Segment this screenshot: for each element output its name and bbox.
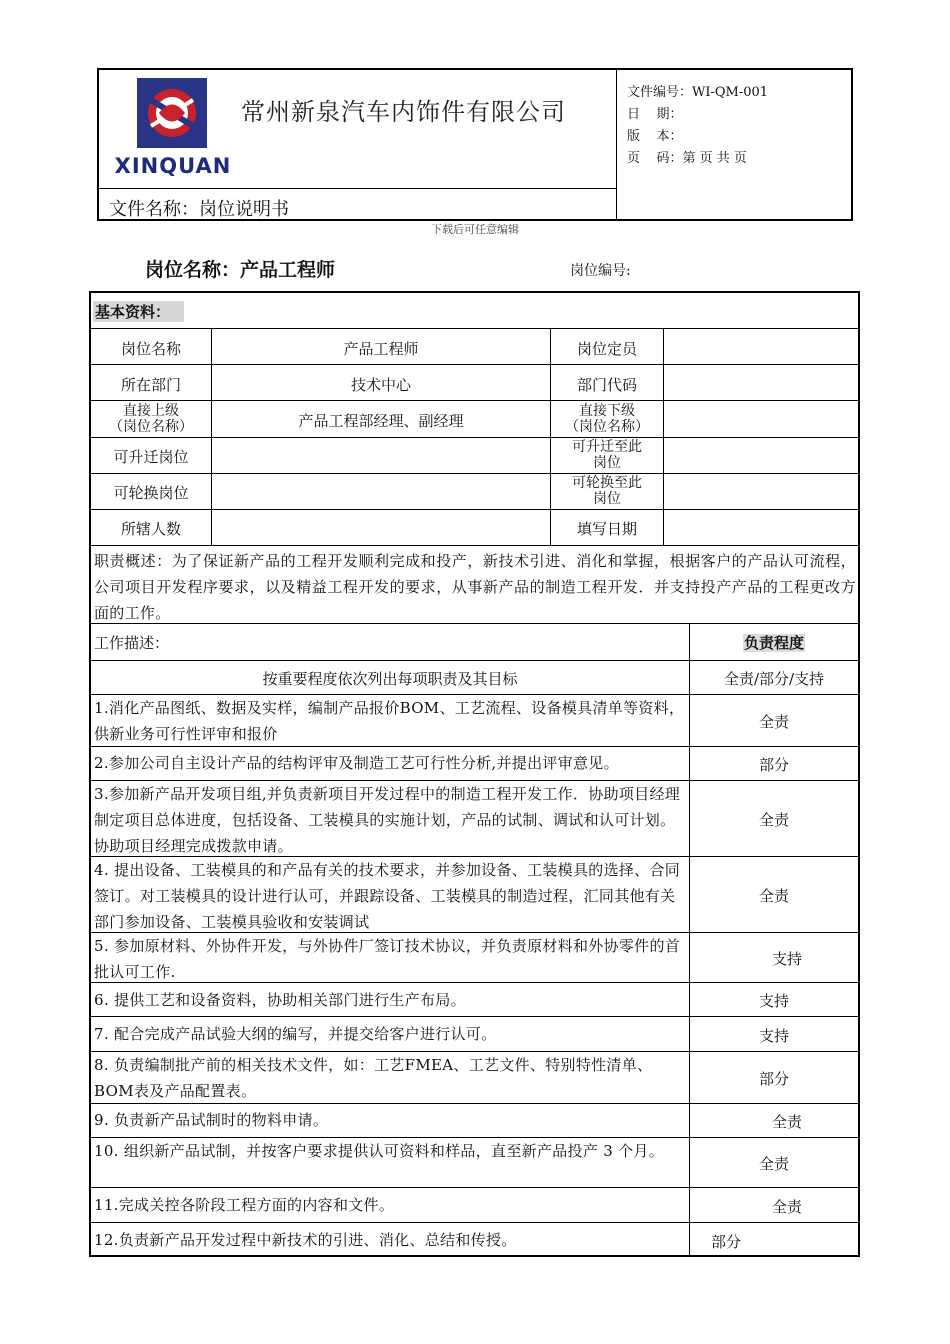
label-headcount: 岗位定员 xyxy=(576,340,637,358)
divider xyxy=(211,328,212,545)
value-department: 技术中心 xyxy=(350,376,411,394)
divider xyxy=(91,509,858,510)
work-item-6: 6. 提供工艺和设备资料，协助相关部门进行生产布局。 xyxy=(94,991,466,1009)
label-direct-subordinate: 直接下级 （岗位名称） xyxy=(565,403,649,435)
work-item-10-resp: 全责 xyxy=(758,1155,789,1173)
work-item-9-resp: 全责 xyxy=(771,1113,802,1131)
responsibility-subheader: 全责/部分/支持 xyxy=(723,670,825,688)
logo-wordmark: XINQUAN xyxy=(114,154,232,178)
divider xyxy=(91,1016,858,1017)
label-fill-date: 填写日期 xyxy=(576,520,637,538)
company-logo xyxy=(137,78,207,148)
divider xyxy=(91,473,858,474)
divider xyxy=(663,328,664,545)
divider xyxy=(91,437,858,438)
label-department: 所在部门 xyxy=(120,376,181,394)
value-post-name: 产品工程师 xyxy=(343,340,419,358)
work-item-1: 1.消化产品图纸、数据及实样，编制产品报价BOM、工艺流程、设备模具清单等资料，供新业务可行性评审和报价 xyxy=(94,699,685,743)
label-subordinate-count: 所辖人数 xyxy=(120,520,181,538)
divider xyxy=(91,1187,858,1188)
work-item-2-resp: 部分 xyxy=(758,756,789,774)
divider xyxy=(91,1222,858,1223)
work-item-12-resp: 部分 xyxy=(711,1233,742,1251)
work-item-5: 5. 参加原材料、外协件开发，与外协件厂签订技术协议，并负责原材料和外协零件的首批认可工作. xyxy=(94,937,681,981)
work-item-11: 11.完成关控各阶段工程方面的内容和文件。 xyxy=(94,1196,395,1214)
label-promotion-to: 可升迁岗位 xyxy=(113,448,189,466)
work-item-6-resp: 支持 xyxy=(758,992,789,1010)
work-item-5-resp: 支持 xyxy=(771,950,802,968)
work-item-10: 10. 组织新产品试制，并按客户要求提供认可资料和样品，直至新产品投产 3 个月。 xyxy=(94,1142,665,1160)
duty-summary: 职责概述：为了保证新产品的工程开发顺利完成和投产，新技术引进、消化和掌握，根据客户的产品认可流程，公司项目开发程序要求，以及精益工程开发的要求，从事新产品的制造工程开发．并支持投产产品的工程更改方面的工作。 xyxy=(94,552,856,622)
value-direct-superior: 产品工程部经理、副经理 xyxy=(298,412,464,430)
responsibility-header-text: 负责程度 xyxy=(743,634,804,652)
post-number-label: 岗位编号: xyxy=(570,263,631,279)
meta-doc-number: 文件编号：WI-QM-001 xyxy=(627,85,769,100)
divider xyxy=(550,328,551,545)
divider xyxy=(91,400,858,401)
meta-version: 版 本： xyxy=(627,129,683,144)
work-item-2: 2.参加公司自主设计产品的结构评审及制造工艺可行性分析,并提出评审意见。 xyxy=(94,754,619,772)
meta-date: 日 期： xyxy=(627,107,683,122)
job-description-table xyxy=(89,291,860,1257)
divider xyxy=(91,660,858,661)
doc-name-row xyxy=(99,188,617,223)
label-post-name: 岗位名称 xyxy=(120,340,181,358)
work-item-8: 8. 负责编制批产前的相关技术文件，如：工艺FMEA、工艺文件、特别特性清单、BOM表及产品配置表。 xyxy=(94,1056,653,1100)
work-item-7: 7. 配合完成产品试验大纲的编写，并提交给客户进行认可。 xyxy=(94,1025,497,1043)
work-item-4: 4. 提出设备、工装模具的和产品有关的技术要求，并参加设备、工装模具的选择、合同签订。对工装模具的设计进行认可，并跟踪设备、工装模具的制造过程，汇同其他有关部门参加设备、工装模具验收和安装调试 xyxy=(94,861,681,931)
label-rotation-to: 可轮换岗位 xyxy=(113,484,189,502)
responsibility-header xyxy=(690,632,858,653)
document-header xyxy=(97,68,853,221)
work-item-9: 9. 负责新产品试制时的物料申请。 xyxy=(94,1111,329,1129)
post-title: 岗位名称：产品工程师 xyxy=(145,259,336,281)
work-item-3: 3.参加新产品开发项目组,并负责新项目开发过程中的制造工程开发工作．协助项目经理制定项目总体进度，包括设备、工装模具的实施计划，产品的试制、调试和认可计划。协助项目经理完成拨款申请。 xyxy=(94,785,681,855)
doc-name: 文件名称：岗位说明书 xyxy=(109,199,289,220)
label-rotation-from: 可轮换至此 岗位 xyxy=(572,475,642,507)
label-dept-code: 部门代码 xyxy=(576,376,637,394)
work-item-3-resp: 全责 xyxy=(758,811,789,829)
label-promotion-from: 可升迁至此 岗位 xyxy=(572,439,642,471)
basic-info-heading: 基本资料： xyxy=(93,301,184,322)
work-item-4-resp: 全责 xyxy=(758,887,789,905)
work-subheader: 按重要程度依次列出每项职责及其目标 xyxy=(262,670,518,688)
meta-page: 页 码：第 页 共 页 xyxy=(627,151,747,166)
label-direct-superior: 直接上级 （岗位名称） xyxy=(109,403,193,435)
company-name: 常州新泉汽车内饰件有限公司 xyxy=(241,98,566,126)
divider xyxy=(91,328,858,329)
work-item-8-resp: 部分 xyxy=(758,1070,789,1088)
watermark-text: 下载后可任意编辑 xyxy=(431,223,519,236)
work-description-label: 工作描述： xyxy=(94,634,170,652)
doc-meta xyxy=(627,82,768,170)
work-item-11-resp: 全责 xyxy=(771,1198,802,1216)
work-item-7-resp: 支持 xyxy=(758,1027,789,1045)
header-left xyxy=(99,70,617,221)
work-item-12: 12.负责新产品开发过程中新技术的引进、消化、总结和传授。 xyxy=(94,1231,517,1249)
work-item-1-resp: 全责 xyxy=(758,713,789,731)
divider xyxy=(91,364,858,365)
divider xyxy=(91,545,858,546)
